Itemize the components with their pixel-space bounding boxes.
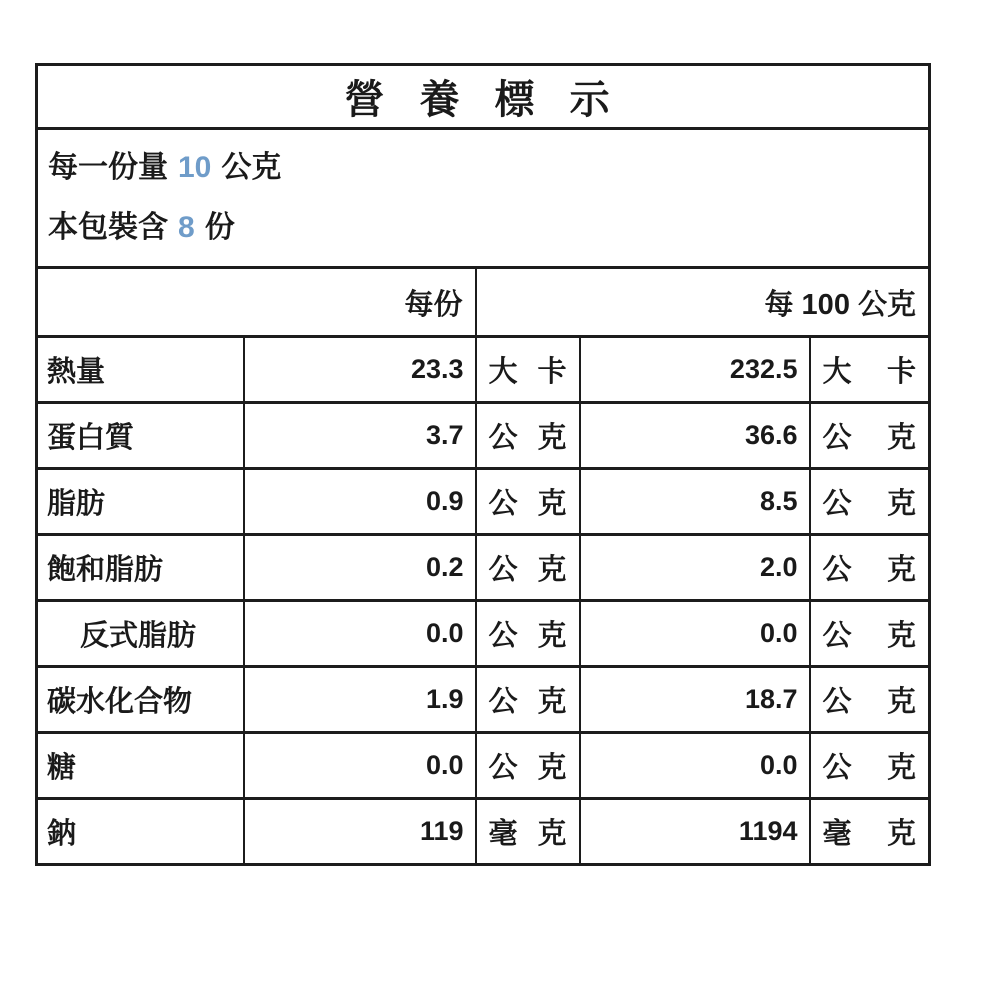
per-serving-value: 0.0 (244, 733, 476, 799)
per-100g-unit: 毫 克 (810, 799, 930, 865)
nutrient-name: 脂肪 (37, 469, 244, 535)
per-serving-value: 0.9 (244, 469, 476, 535)
per-serving-unit: 公 克 (476, 667, 580, 733)
nutrient-name: 碳水化合物 (37, 667, 244, 733)
serving-size-value: 10 (178, 151, 212, 184)
per-serving-unit: 毫 克 (476, 799, 580, 865)
servings-per-package-unit: 份 (204, 211, 235, 244)
per-100g-value: 8.5 (580, 469, 810, 535)
row-carbohydrate (37, 667, 930, 733)
row-sugar (37, 733, 930, 799)
row-saturated-fat (37, 535, 930, 601)
nutrient-name: 飽和脂肪 (37, 535, 244, 601)
serving-info-row (37, 129, 930, 268)
nutrition-label (35, 63, 931, 866)
per-100g-value: 2.0 (580, 535, 810, 601)
row-trans-fat (37, 601, 930, 667)
servings-per-package-value: 8 (178, 211, 195, 244)
nutrient-name: 鈉 (37, 799, 244, 865)
nutrient-name: 蛋白質 (37, 403, 244, 469)
serving-info-cell (37, 129, 930, 268)
servings-per-package-label: 本包裝含 (48, 211, 168, 244)
per-serving-value: 23.3 (244, 337, 476, 403)
per-serving-unit: 公 克 (476, 733, 580, 799)
per-100g-unit: 公 克 (810, 403, 930, 469)
per-serving-unit: 公 克 (476, 601, 580, 667)
per-100g-unit: 公 克 (810, 733, 930, 799)
per-100g-value: 36.6 (580, 403, 810, 469)
column-header-row (37, 268, 930, 337)
per-serving-value: 3.7 (244, 403, 476, 469)
per-serving-value: 0.0 (244, 601, 476, 667)
per-serving-value: 0.2 (244, 535, 476, 601)
nutrient-name: 反式脂肪 (37, 601, 244, 667)
per-100g-unit: 公 克 (810, 469, 930, 535)
row-fat (37, 469, 930, 535)
servings-per-package-line (48, 198, 928, 258)
per-100g-value: 232.5 (580, 337, 810, 403)
per-serving-unit: 公 克 (476, 535, 580, 601)
column-header-per-100g: 每 100 公克 (476, 268, 930, 337)
title-row (37, 65, 930, 129)
serving-size-label: 每一份量 (48, 151, 168, 184)
per-serving-value: 119 (244, 799, 476, 865)
per-100g-unit: 公 克 (810, 667, 930, 733)
column-header-per-serving: 每份 (37, 268, 476, 337)
row-sodium (37, 799, 930, 865)
per-serving-value: 1.9 (244, 667, 476, 733)
serving-size-unit: 公克 (221, 151, 282, 184)
per-100g-unit: 公 克 (810, 535, 930, 601)
nutrient-name: 糖 (37, 733, 244, 799)
per-100g-value: 0.0 (580, 601, 810, 667)
nutrition-table (35, 63, 931, 866)
label-title: 營 養 標 示 (37, 65, 930, 129)
serving-size-line (48, 138, 928, 198)
per-100g-unit: 公 克 (810, 601, 930, 667)
per-serving-unit: 公 克 (476, 403, 580, 469)
per-100g-value: 1194 (580, 799, 810, 865)
per-100g-unit: 大 卡 (810, 337, 930, 403)
per-serving-unit: 大 卡 (476, 337, 580, 403)
per-100g-value: 18.7 (580, 667, 810, 733)
row-calories (37, 337, 930, 403)
nutrient-name: 熱量 (37, 337, 244, 403)
per-100g-value: 0.0 (580, 733, 810, 799)
row-protein (37, 403, 930, 469)
per-serving-unit: 公 克 (476, 469, 580, 535)
